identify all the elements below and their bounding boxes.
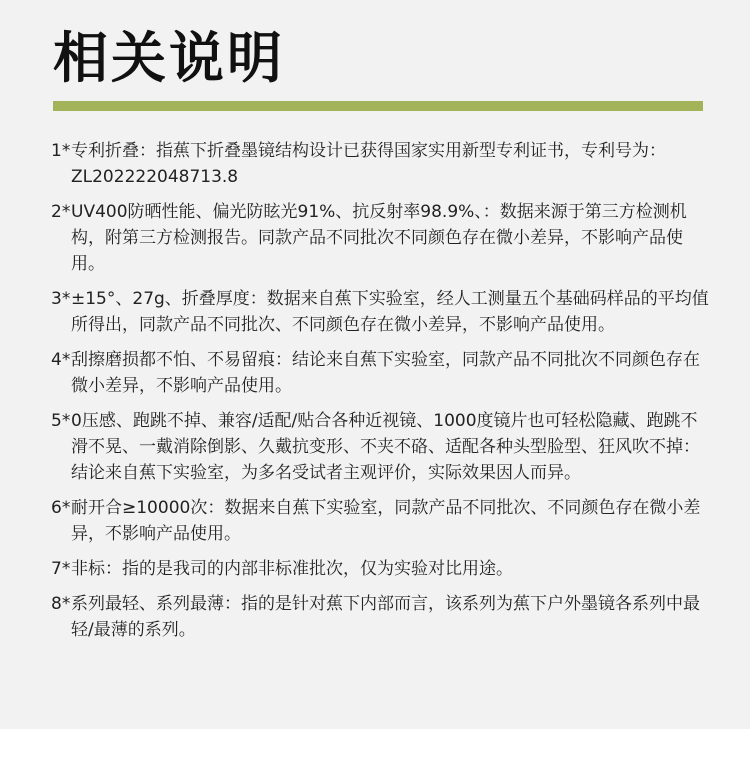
note-item-5 [51,408,711,486]
note-text: 0压感、跑跳不掉、兼容/适配/贴合各种近视镜、1000度镜片也可轻松隐藏、跑跳不滑不晃、一戴消除倒影、久戴抗变形、不夹不硌、适配各种头型脸型、狂风吹不掉：结论来自蕉下实验室，为多名受试者主观评价，实际效果因人而异。 [71,411,700,483]
note-text: 系列最轻、系列最薄：指的是针对蕉下内部而言，该系列为蕉下户外墨镜各系列中最轻/最薄的系列。 [71,594,700,640]
note-marker: 7* [51,559,71,579]
note-text: ±15°、27g、折叠厚度：数据来自蕉下实验室，经人工测量五个基础码样品的平均值所得出，同款产品不同批次、不同颜色存在微小差异，不影响产品使用。 [71,289,709,335]
note-text: 刮擦磨损都不怕、不易留痕：结论来自蕉下实验室，同款产品不同批次不同颜色存在微小差异，不影响产品使用。 [71,350,700,396]
note-text: 专利折叠：指蕉下折叠墨镜结构设计已获得国家实用新型专利证书，专利号为：ZL202222048713.8 [71,141,666,187]
note-text: 非标：指的是我司的内部非标准批次，仅为实验对比用途。 [71,559,513,579]
note-marker: 8* [51,594,71,614]
note-text: 耐开合≥10000次：数据来自蕉下实验室，同款产品不同批次、不同颜色存在微小差异，不影响产品使用。 [71,498,701,544]
note-item-6 [51,495,711,547]
note-item-3 [51,286,711,338]
note-item-7 [51,556,711,582]
note-item-2 [51,199,711,277]
note-marker: 4* [51,350,71,370]
note-item-4 [51,347,711,399]
note-marker: 6* [51,498,71,518]
note-text: UV400防晒性能、偏光防眩光91%、抗反射率98.9%、：数据来源于第三方检测机构，附第三方检测报告。同款产品不同批次不同颜色存在微小差异，不影响产品使用。 [71,202,687,274]
note-item-8 [51,591,711,643]
page-title: 相关说明 [53,26,286,90]
note-marker: 1* [51,141,71,161]
note-marker: 2* [51,202,71,222]
note-marker: 3* [51,289,71,309]
note-item-1 [51,138,711,190]
notes-list [51,138,711,652]
note-marker: 5* [51,411,71,431]
accent-divider [53,101,703,111]
